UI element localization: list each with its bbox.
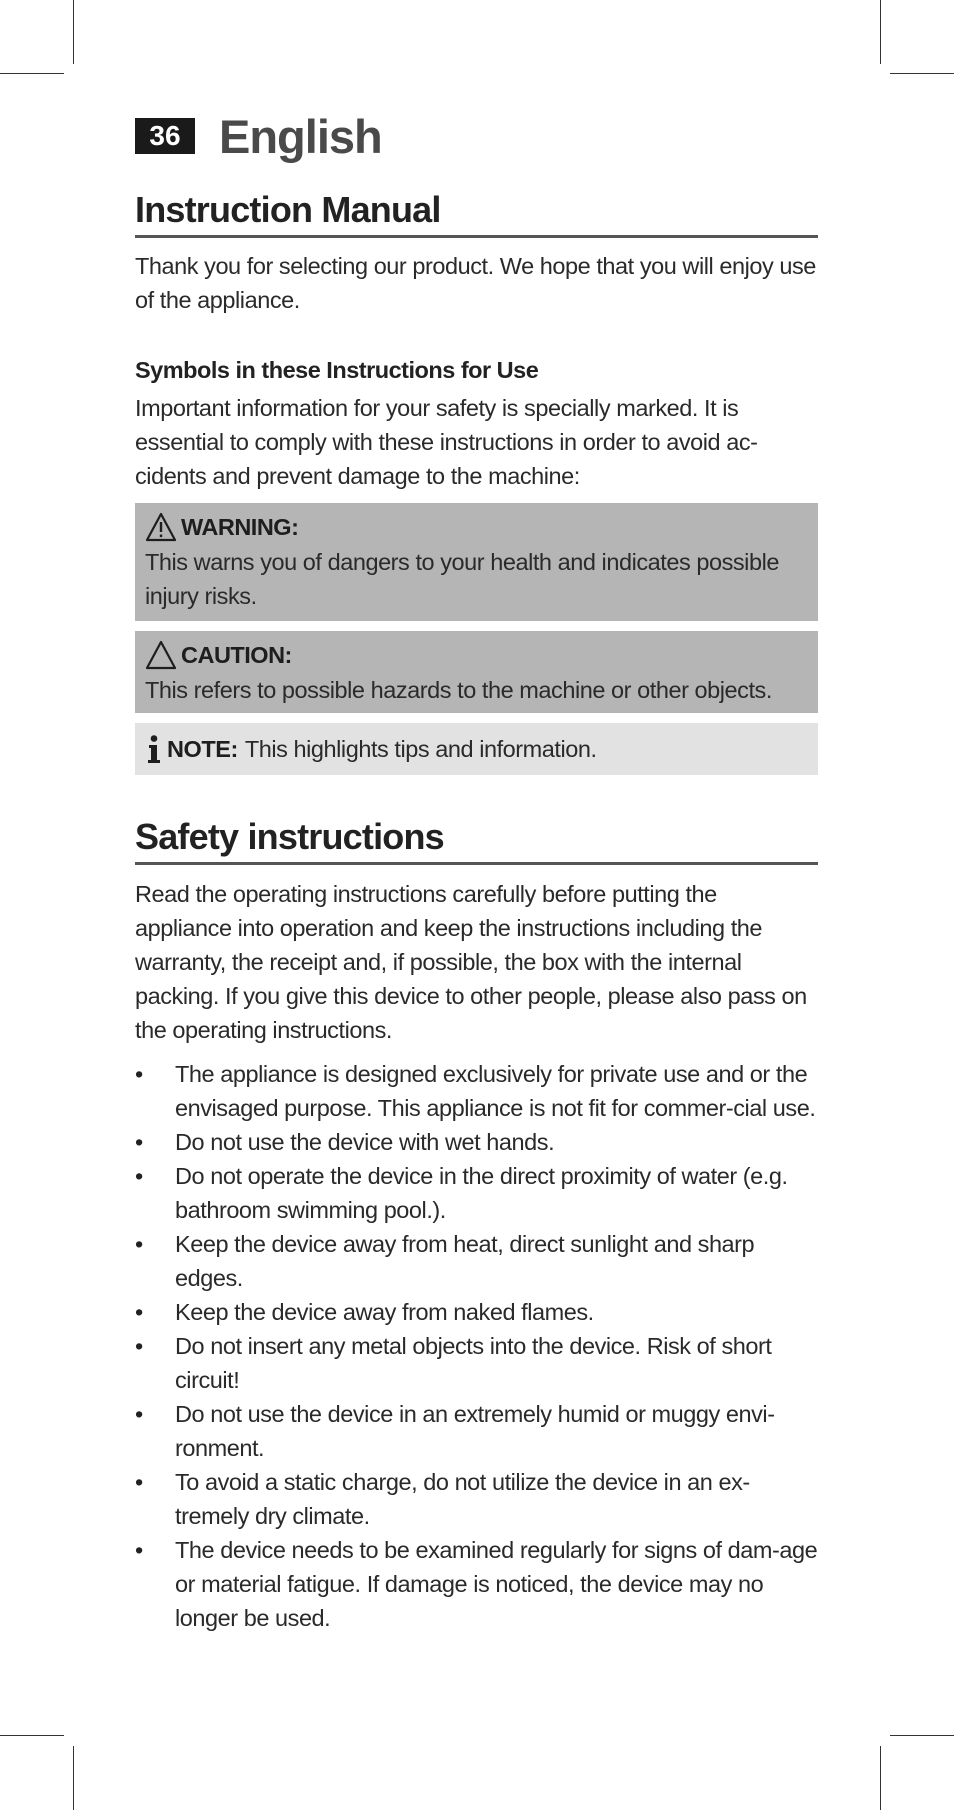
- page-content: [135, 108, 818, 1635]
- warning-triangle-icon: [145, 512, 177, 542]
- page-header: [135, 108, 818, 164]
- crop-mark-bottom-left-h: [0, 1735, 64, 1736]
- symbols-paragraph: Important information for your safety is specially marked. It is essential to comply with these instructions in order to avoid ac-cidents and prevent damage to the machine:: [135, 395, 758, 489]
- note-text: This highlights tips and information.: [244, 736, 597, 762]
- safety-list-item: • Do not use the device in an extremely humid or muggy envi-ronment.: [135, 1397, 818, 1465]
- crop-mark-top-left-h: [0, 73, 64, 74]
- safety-intro-paragraph: Read the operating instructions carefully before putting the appliance into operation and keep the instructions including the warranty, the receipt and, if possible, the box with the internal packing. If you give this device to other people, please also pass on the operating instructions.: [135, 881, 807, 1043]
- page-language: English: [219, 109, 382, 163]
- safety-list-item: • Do not operate the device in the direct proximity of water (e.g. bathroom swimming pool.).: [135, 1159, 818, 1227]
- crop-mark-top-right-h: [890, 73, 954, 74]
- safety-list-item: • To avoid a static charge, do not utilize the device in an ex-tremely dry climate.: [135, 1465, 818, 1533]
- symbols-heading: Symbols in these Instructions for Use: [135, 357, 539, 383]
- crop-mark-bottom-left-v: [73, 1746, 74, 1810]
- safety-list: [135, 1057, 818, 1635]
- safety-list-item: • The appliance is designed exclusively for private use and or the envisaged purpose. This appliance is not fit for commer-cial use.: [135, 1057, 818, 1125]
- safety-list-item: • Keep the device away from naked flames.: [135, 1295, 818, 1329]
- safety-list-item: • Keep the device away from heat, direct sunlight and sharp edges.: [135, 1227, 818, 1295]
- warning-box: [135, 503, 818, 621]
- warning-text: This warns you of dangers to your health and indicates possible injury risks.: [145, 549, 779, 609]
- safety-list-item: • Do not use the device with wet hands.: [135, 1125, 818, 1159]
- crop-mark-bottom-right-v: [880, 1746, 881, 1810]
- warning-label: WARNING:: [181, 514, 299, 540]
- crop-mark-bottom-right-h: [890, 1735, 954, 1736]
- note-line: [145, 731, 808, 767]
- instruction-manual-title: Instruction Manual: [135, 188, 818, 238]
- caution-box: [135, 631, 818, 713]
- safety-list-item: • Do not insert any metal objects into the device. Risk of short circuit!: [135, 1329, 818, 1397]
- caution-title: [145, 637, 808, 673]
- safety-list-item: • The device needs to be examined regularly for signs of dam-age or material fatigue. If damage is noticed, the device may no longer be used.: [135, 1533, 818, 1635]
- caution-text: This refers to possible hazards to the machine or other objects.: [145, 677, 772, 703]
- note-label: NOTE:: [167, 736, 238, 762]
- page-number: 36: [135, 118, 195, 154]
- info-icon: [145, 734, 163, 764]
- safety-instructions-title: Safety instructions: [135, 815, 818, 865]
- note-box: [135, 723, 818, 775]
- caution-triangle-icon: [145, 640, 177, 670]
- intro-paragraph: Thank you for selecting our product. We hope that you will enjoy use of the appliance.: [135, 253, 816, 313]
- warning-title: [145, 509, 808, 545]
- crop-mark-top-left-v: [73, 0, 74, 64]
- crop-mark-top-right-v: [880, 0, 881, 64]
- caution-label: CAUTION:: [181, 642, 292, 668]
